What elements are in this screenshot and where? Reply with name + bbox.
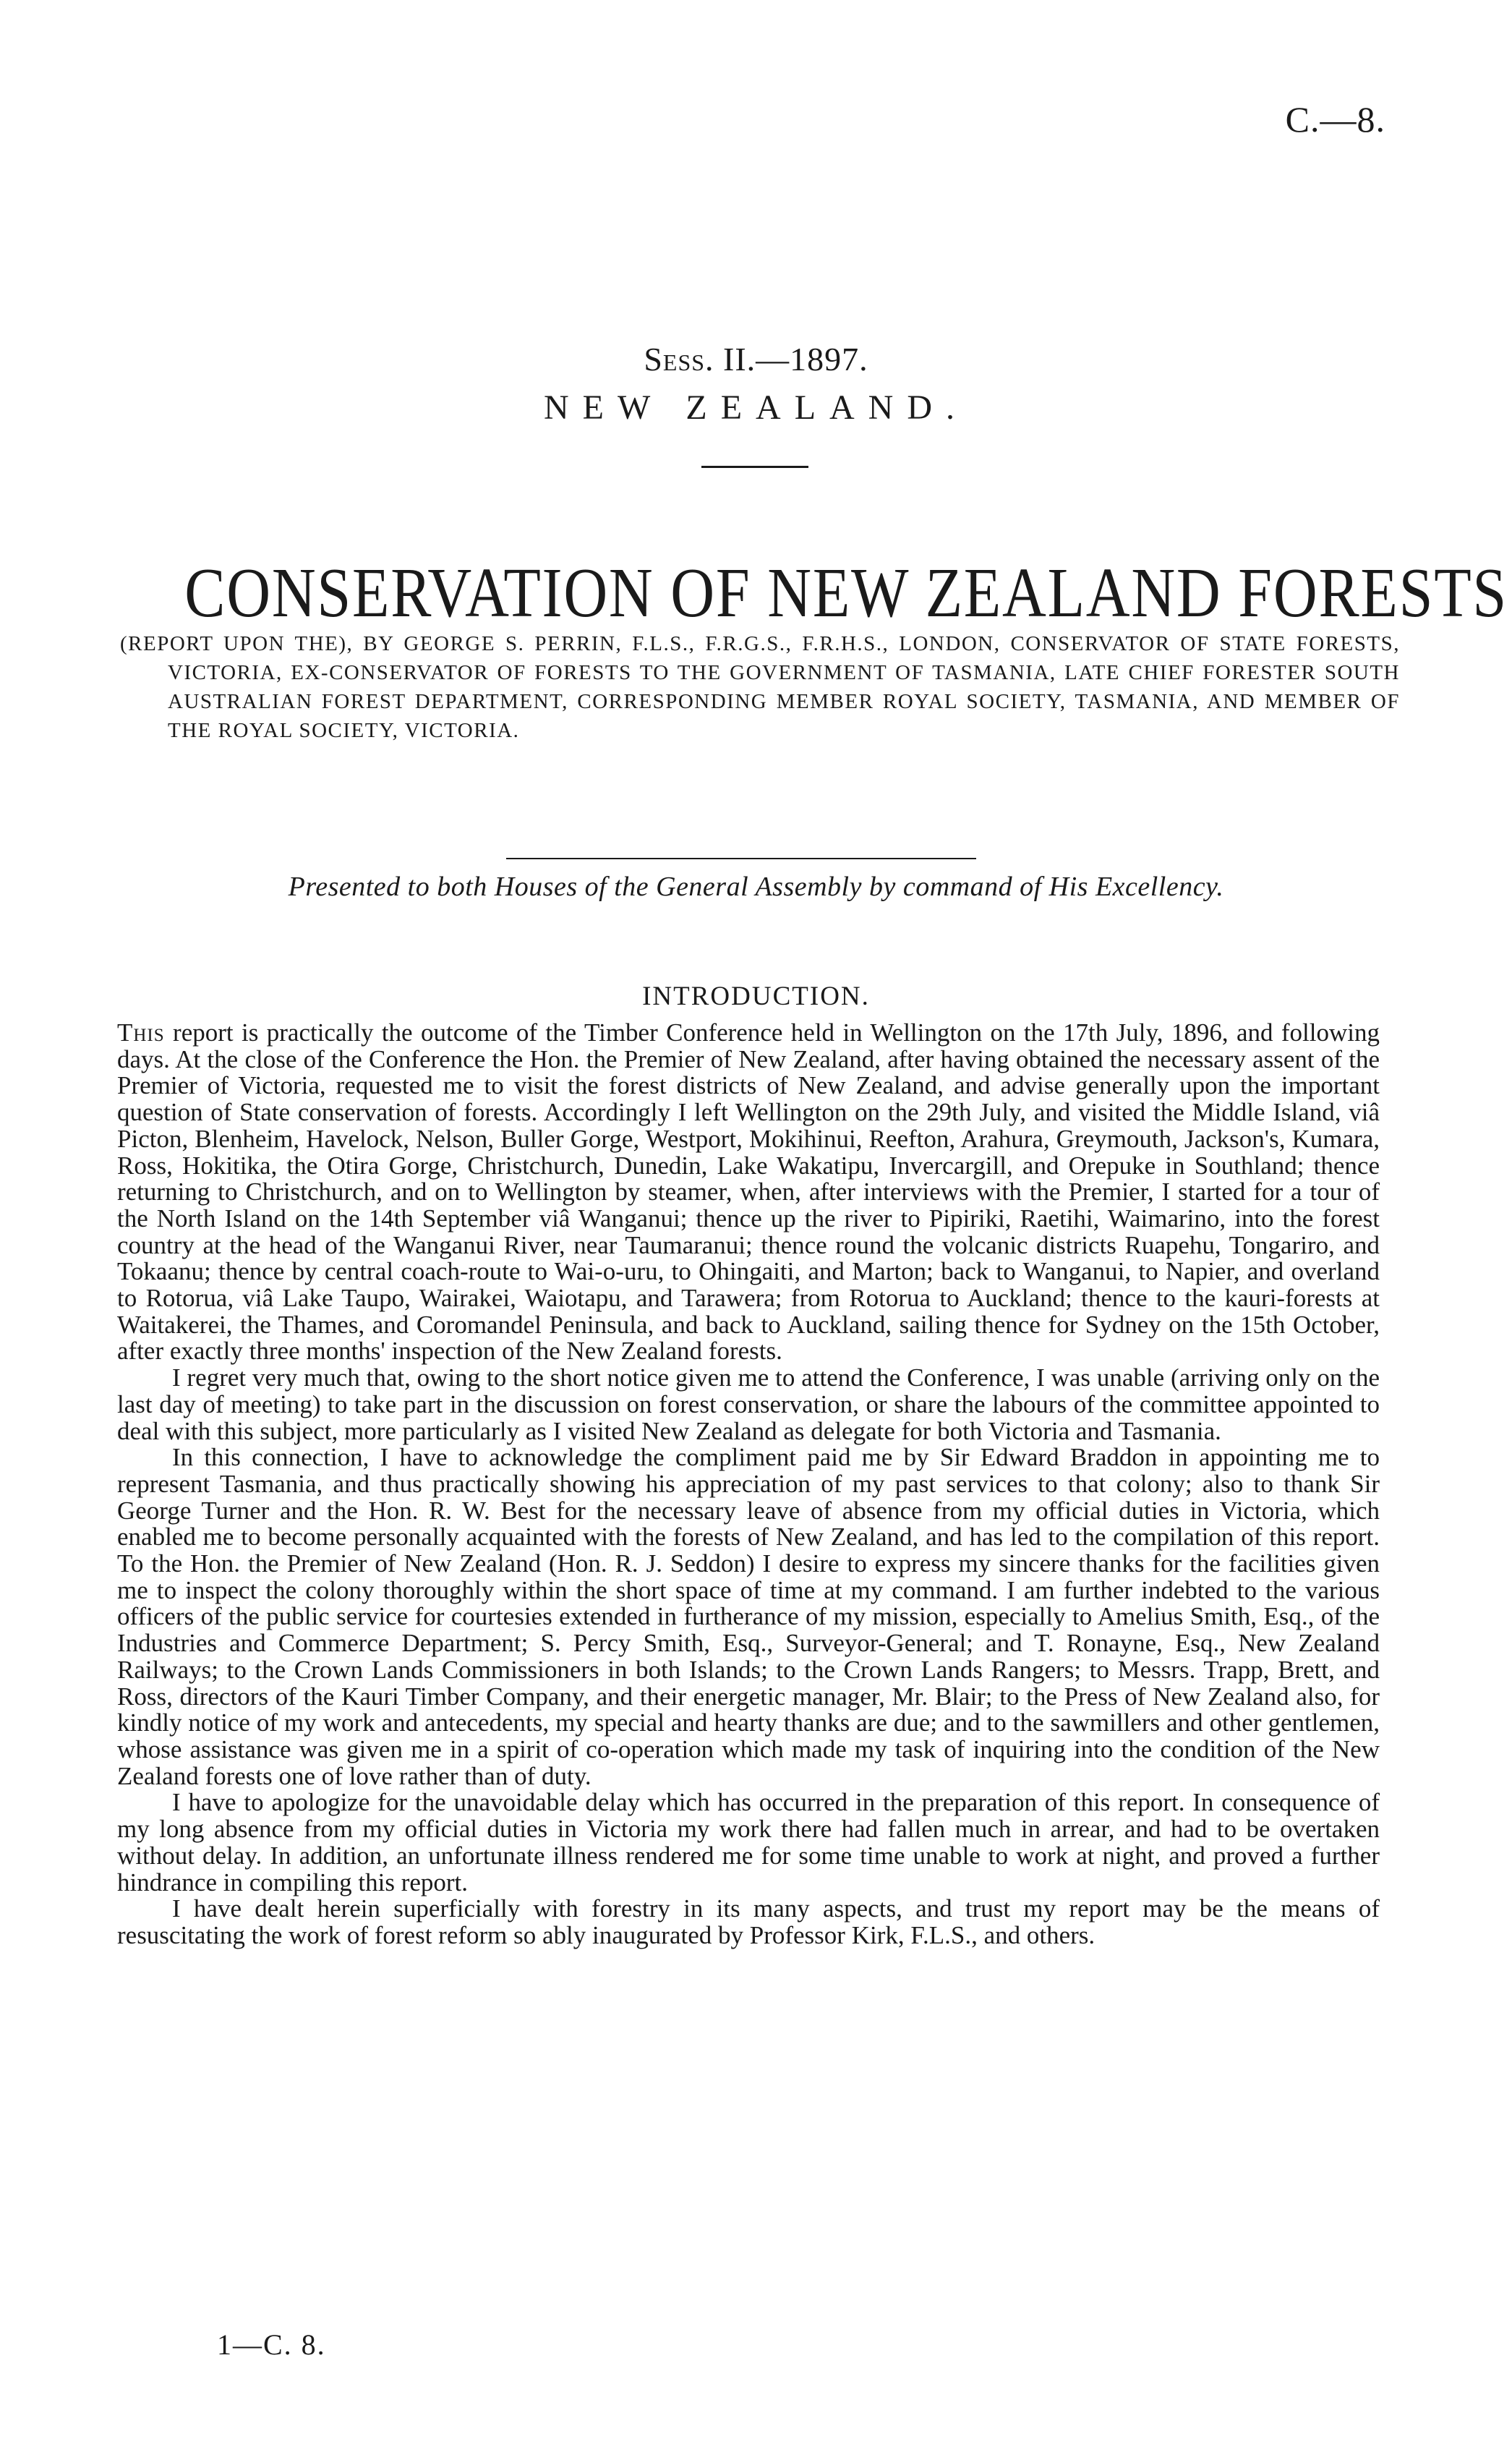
paragraph-1-text: report is practically the outcome of the Timber Conference held in Wellington on the 17th July, 1896, and following days. At the close of the Conference the Hon. the Premier of New Zealand, after having obtained the necessary assent of the Premier of Victoria, requested me to visit the forest districts of New Zealand, and advise generally upon the important question of State conservation of forests. Accordingly I left Wellington on the 29th July, and visited the Middle Island, viâ Picton, Blenheim, Havelock, Nelson, Buller Gorge, Westport, Mokihinui, Reefton, Arahura, Greymouth, Jackson's, Kumara, Ross, Hokitika, the Otira Gorge, Christchurch, Dunedin, Lake Wakatipu, Invercargill, and Orepuke in Southland; thence returning to Christchurch, and on to Wellington by steamer, when, after interviews with the Premier, I started for a tour of the North Island on the 14th September viâ Wanganui; thence up the river to Pipiriki, Raetihi, Waimarino, into the forest country at the head of the Wanganui River, near Taumaranui; thence round the volcanic districts Ruapehu, Tongariro, and Tokaanu; thence by central coach-route to Wai-o-uru, to Ohingaiti, and Marton; back to Wanganui, to Napier, and overland to Rotorua, viâ Lake Taupo, Wairakei, Waiotapu, and Tarawera; from Rotorua to Auckland; thence to the kauri-forests at Waitakerei, the Thames, and Coromandel Peninsula, and back to Auckland, sailing thence for Sydney on the 15th October, after exactly three months' inspection of the New Zealand forests. — [117, 1018, 1380, 1366]
session-line — [0, 340, 1512, 378]
presented-line: Presented to both Houses of the General Assembly by command of His Excellency. — [288, 872, 1224, 902]
sheet-signature: 1—C. 8. — [217, 2328, 326, 2361]
title-divider — [701, 466, 808, 468]
introduction-body — [117, 1020, 1380, 1949]
country-heading: NEW ZEALAND. — [543, 388, 969, 427]
lead-word: This — [117, 1018, 165, 1047]
paragraph-3: In this connection, I have to acknowledge the compliment paid me by Sir Edward Braddon in appointing me to represent Tasmania, and thus practically showing his appreciation of my past services to that colony; also to thank Sir George Turner and the Hon. R. W. Best for the necessary leave of absence from my official duties in Victoria, which enabled me to become personally acquainted with the forests of New Zealand, and has led to the compilation of this report. To the Hon. the Premier of New Zealand (Hon. R. J. Seddon) I desire to express my sincere thanks for the facilities given me to inspect the colony thoroughly within the short space of time at my command. I am further indebted to the various officers of the public service for courtesies extended in furtherance of my mission, especially to Amelius Smith, Esq., of the Industries and Commerce Department; S. Percy Smith, Esq., Surveyor-General; and T. Ronayne, Esq., New Zealand Railways; to the Crown Lands Commissioners in both Islands; to the Crown Lands Rangers; to Messrs. Trapp, Brett, and Ross, directors of the Kauri Timber Company, and their energetic manager, Mr. Blair; to the Press of New Zealand also, for kindly notice of my work and antecedents, my special and hearty thanks are due; and to the sawmillers and other gentlemen, whose assistance was given me in a spirit of co-operation which made my task of inquiring into the condition of the New Zealand forests one of love rather than of duty. — [117, 1443, 1380, 1790]
session-prefix: Sess. — [644, 341, 714, 378]
paragraph-2: I regret very much that, owing to the short notice given me to attend the Conference, I was unable (arriving only on the last day of meeting) to take part in the discussion on forest conservation, or share the labours of the committee appointed to deal with this subject, more particularly as I visited New Zealand as delegate for both Victoria and Tasmania. — [117, 1363, 1380, 1445]
introduction-heading: INTRODUCTION. — [642, 982, 870, 1011]
report-subtitle: (REPORT UPON THE), BY GEORGE S. PERRIN, F.L.S., F.R.G.S., F.R.H.S., LONDON, CONSERVATOR OF STATE FORESTS, VICTORIA, EX-CONSERVATOR OF FORESTS TO THE GOVERNMENT OF TASMANIA, LATE CHIEF FORESTER SOUTH AUSTRALIAN FOREST DEPARTMENT, CORRESPONDING MEMBER ROYAL SOCIETY, TASMANIA, AND MEMBER OF THE ROYAL SOCIETY, VICTORIA. — [120, 632, 1400, 742]
report-title: CONSERVATION OF NEW ZEALAND FORESTS — [184, 554, 1508, 632]
session-year: II.—1897. — [714, 341, 868, 378]
presented-divider — [506, 858, 976, 859]
document-code: C.—8. — [1285, 99, 1385, 140]
paragraph-1 — [117, 1020, 1380, 1365]
paragraph-4: I have to apologize for the unavoidable delay which has occurred in the preparation of this report. In consequence of my long absence from my official duties in Victoria my work there had fallen much in arrear, and had to be overtaken without delay. In addition, an unfortunate illness rendered me for some time unable to work at night, and proved a further hindrance in compiling this report. — [117, 1788, 1380, 1897]
paragraph-5: I have dealt herein superficially with forestry in its many aspects, and trust my report may be the means of resuscitating the work of forest reform so ably inaugurated by Professor Kirk, F.L.S., and others. — [117, 1894, 1380, 1949]
